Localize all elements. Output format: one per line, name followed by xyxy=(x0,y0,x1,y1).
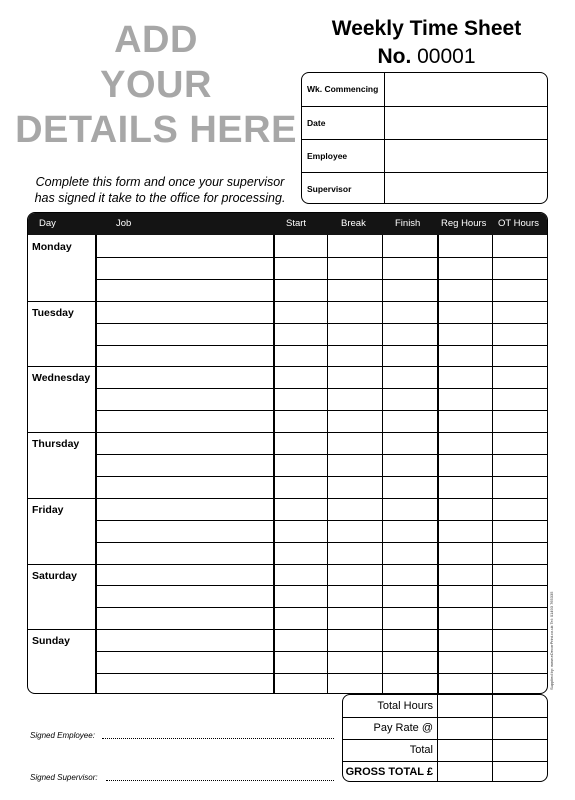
field-employee[interactable] xyxy=(302,139,547,172)
day-label-sunday: Sunday xyxy=(32,635,70,648)
field-wk-commencing[interactable] xyxy=(302,73,547,106)
company-details-placeholder xyxy=(0,18,312,153)
row-divider xyxy=(95,345,547,346)
row-divider xyxy=(95,454,547,455)
placeholder-line-2: YOUR xyxy=(100,64,212,106)
field-label: Wk. Commencing xyxy=(307,84,379,94)
placeholder-line-3: DETAILS HERE xyxy=(15,109,297,151)
instructions xyxy=(20,174,300,206)
field-label: Date xyxy=(307,118,326,128)
gross-total-row[interactable] xyxy=(343,761,547,782)
row-divider xyxy=(95,257,547,258)
form-number-prefix: No. xyxy=(377,45,412,68)
timesheet-table xyxy=(27,212,548,694)
total-hours-row[interactable] xyxy=(343,695,547,717)
column-header-break: Break xyxy=(341,218,366,229)
divider xyxy=(343,761,547,762)
day-label-tuesday: Tuesday xyxy=(32,306,74,319)
total-hours-label: Total Hours xyxy=(377,700,433,712)
column-divider xyxy=(95,235,97,693)
form-title: Weekly Time Sheet xyxy=(331,17,522,40)
column-divider xyxy=(437,235,439,693)
divider xyxy=(343,717,547,718)
gross-total-label: GROSS TOTAL £ xyxy=(345,766,433,778)
supplier-note: Supplied by: www.eDecorPrint.co.uk Tel: 01493 765335 xyxy=(549,591,554,690)
column-header-start: Start xyxy=(286,218,307,229)
day-label-wednesday: Wednesday xyxy=(32,372,91,385)
pay-rate-label: Pay Rate @ xyxy=(373,722,433,734)
column-divider xyxy=(382,235,383,693)
column-divider xyxy=(492,235,493,693)
field-label: Supervisor xyxy=(307,184,352,194)
placeholder-line-1: ADD xyxy=(114,19,198,61)
field-date[interactable] xyxy=(302,106,547,139)
row-divider xyxy=(95,542,547,543)
signed-supervisor-line[interactable] xyxy=(106,780,334,781)
divider xyxy=(492,695,493,781)
day-label-thursday: Thursday xyxy=(32,438,80,451)
row-divider xyxy=(95,388,547,389)
day-label-friday: Friday xyxy=(32,503,64,516)
info-box xyxy=(301,72,548,204)
column-header-day: Day xyxy=(39,218,56,229)
row-divider xyxy=(95,607,547,608)
day-divider xyxy=(28,432,547,433)
row-divider xyxy=(95,323,547,324)
column-header-job: Job xyxy=(116,218,132,229)
column-header-finish: Finish xyxy=(395,218,421,229)
divider xyxy=(437,695,438,781)
day-divider xyxy=(28,301,547,302)
signed-supervisor-label: Signed Supervisor: xyxy=(30,773,98,782)
form-number-value: 00001 xyxy=(417,45,476,68)
row-divider xyxy=(95,651,547,652)
form-number xyxy=(305,44,548,70)
column-header-ot-hours: OT Hours xyxy=(498,218,540,229)
pay-rate-row[interactable] xyxy=(343,717,547,739)
row-divider xyxy=(95,410,547,411)
column-header-reg-hours: Reg Hours xyxy=(441,218,487,229)
total-label: Total xyxy=(409,744,433,756)
instructions-line-2: has signed it take to the office for processing. xyxy=(34,191,286,205)
instructions-line-1: Complete this form and once your supervisor xyxy=(35,175,285,189)
day-divider xyxy=(28,629,547,630)
row-divider xyxy=(95,520,547,521)
field-label: Employee xyxy=(307,151,348,161)
day-divider xyxy=(28,564,547,565)
row-divider xyxy=(95,476,547,477)
column-divider xyxy=(327,235,328,693)
totals-box xyxy=(342,694,548,782)
divider xyxy=(343,739,547,740)
signed-employee-label: Signed Employee: xyxy=(30,731,95,740)
day-label-saturday: Saturday xyxy=(32,569,77,582)
column-divider xyxy=(273,235,275,693)
row-divider xyxy=(95,585,547,586)
row-divider xyxy=(95,673,547,674)
total-row[interactable] xyxy=(343,739,547,761)
day-label-monday: Monday xyxy=(32,241,72,253)
signed-employee-line[interactable] xyxy=(102,738,334,739)
field-supervisor[interactable] xyxy=(302,172,547,204)
row-divider xyxy=(95,279,547,280)
day-divider xyxy=(28,366,547,367)
day-divider xyxy=(28,498,547,499)
table-header xyxy=(28,213,547,235)
